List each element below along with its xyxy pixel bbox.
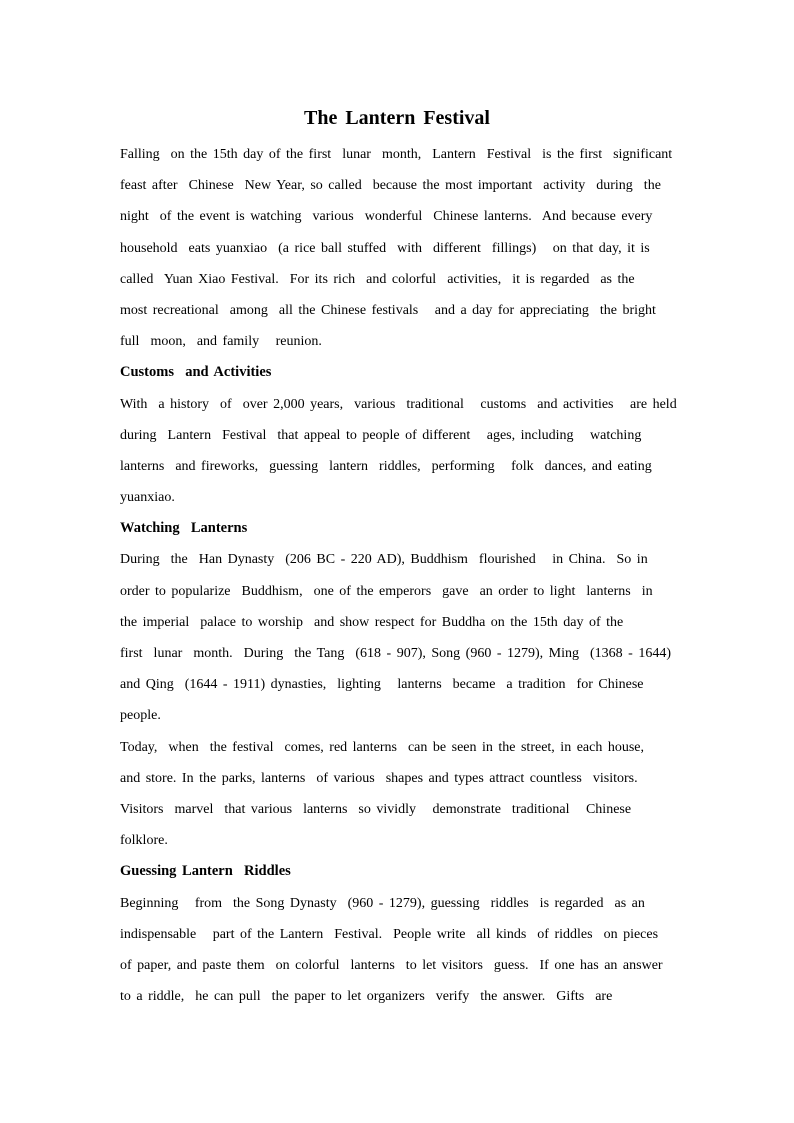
paragraph-line: and Qing (1644 - 1911) dynasties, lighting lanterns became a tradition for Chinese	[120, 677, 644, 693]
paragraph-line: During the Han Dynasty (206 BC - 220 AD), Buddhism flourished in China. So in	[120, 552, 648, 568]
paragraph-line: order to popularize Buddhism, one of the emperors gave an order to light lanterns in	[120, 583, 653, 599]
paragraph-line: of paper, and paste them on colorful lanterns to let visitors guess. If one has an answer	[120, 957, 663, 973]
paragraph-line: yuanxiao.	[120, 490, 175, 506]
document-title: The Lantern Festival	[304, 107, 490, 129]
paragraph-line: during Lantern Festival that appeal to people of different ages, including watching	[120, 427, 642, 443]
paragraph-line: lanterns and fireworks, guessing lantern riddles, performing folk dances, and eating	[120, 458, 652, 474]
paragraph-line: folklore.	[120, 833, 168, 849]
section-heading: Watching Lanterns	[120, 520, 248, 537]
paragraph-line: the imperial palace to worship and show respect for Buddha on the 15th day of the	[120, 614, 624, 630]
paragraph-line: Today, when the festival comes, red lanterns can be seen in the street, in each house,	[120, 739, 644, 755]
paragraph-line: Beginning from the Song Dynasty (960 - 1279), guessing riddles is regarded as an	[120, 895, 645, 911]
paragraph-line: indispensable part of the Lantern Festival. People write all kinds of riddles on pieces	[120, 926, 659, 942]
paragraph-line: people.	[120, 708, 161, 724]
paragraph-line: full moon, and family reunion.	[120, 334, 322, 350]
paragraph-line: first lunar month. During the Tang (618 - 907), Song (960 - 1279), Ming (1368 - 1644)	[120, 646, 671, 661]
section-heading: Customs and Activities	[120, 364, 272, 381]
paragraph-line: Falling on the 15th day of the first lunar month, Lantern Festival is the first significant	[120, 147, 673, 162]
paragraph-line: feast after Chinese New Year, so called because the most important activity during the	[120, 178, 661, 194]
paragraph-line: With a history of over 2,000 years, various traditional customs and activities are held	[120, 396, 677, 412]
paragraph-line: to a riddle, he can pull the paper to let organizers verify the answer. Gifts are	[120, 989, 613, 1005]
paragraph-line: called Yuan Xiao Festival. For its rich and colorful activities, it is regarded as the	[120, 271, 635, 287]
paragraph-line: Visitors marvel that various lanterns so vividly demonstrate traditional Chinese	[120, 801, 632, 817]
paragraph-line: and store. In the parks, lanterns of various shapes and types attract countless visitors.	[120, 770, 638, 786]
document-body	[120, 139, 695, 1012]
paragraph-line: night of the event is watching various wonderful Chinese lanterns. And because every	[120, 209, 653, 225]
section-heading: Guessing Lantern Riddles	[120, 863, 291, 880]
paragraph-line: household eats yuanxiao (a rice ball stuffed with different fillings) on that day, it is	[120, 240, 650, 256]
paragraph-line: most recreational among all the Chinese festivals and a day for appreciating the bright	[120, 302, 656, 318]
